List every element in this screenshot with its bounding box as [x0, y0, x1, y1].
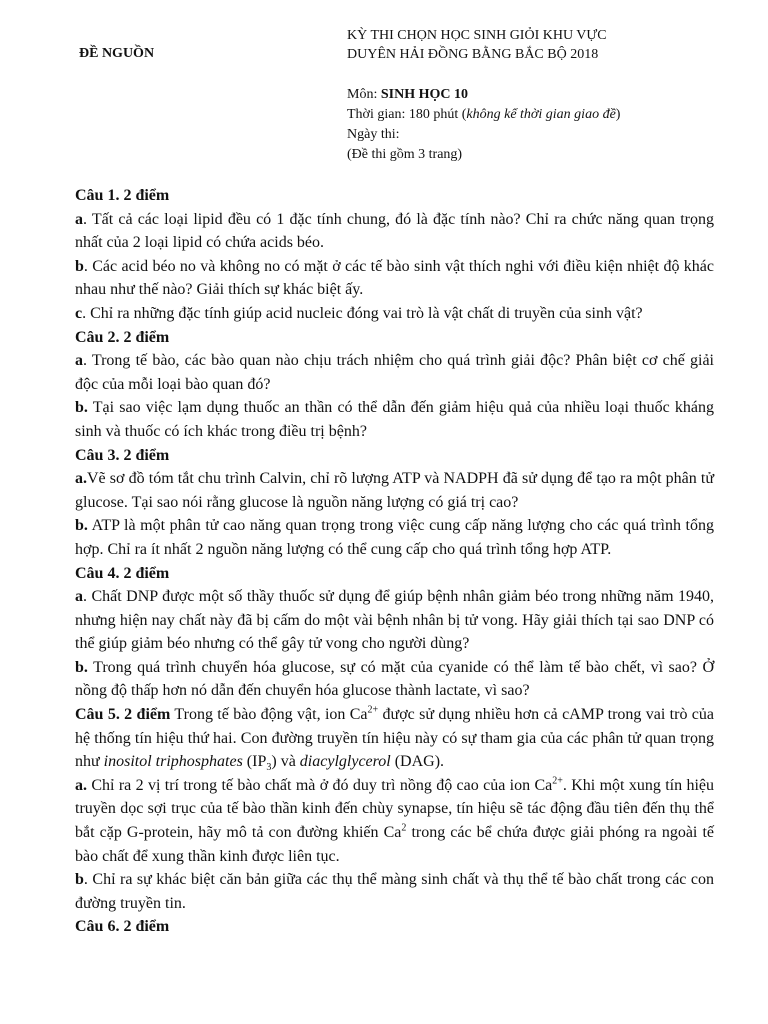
time-note: không kể thời gian giao đề [466, 107, 616, 122]
subscript: 3 [266, 762, 272, 774]
superscript: 2 [401, 822, 407, 834]
part-text: . Chất DNP được một số thầy thuốc sử dụng để giúp bệnh nhân giảm béo trong những năm 1940, nhưng hiện nay chất này đã bị cấm do một vài bệnh nhân bị tử vong. Hãy giải thích tại sao DNP có thể giúp giảm béo nhưng có thể gây tử vong cho người dùng? [75, 588, 714, 653]
part-label: a. [75, 776, 87, 794]
part-label: b. [75, 399, 88, 417]
term-italic: diacylglycerol [299, 753, 391, 771]
question-4-title: Câu 4. 2 điểm [75, 564, 170, 582]
part-label: b [75, 871, 84, 889]
date-line: Ngày thi: [347, 127, 400, 142]
time-label: Thời gian: 180 phút ( [347, 107, 467, 122]
subject-value: SINH HỌC 10 [380, 87, 468, 102]
subject-label: Môn: [347, 87, 381, 102]
question-3b [75, 514, 714, 561]
part-text: Chỉ ra 2 vị trí trong tế bào chất mà ở đó duy trì nồng độ cao của ion Ca [87, 776, 553, 794]
question-3a [75, 467, 714, 514]
subject-line [347, 85, 620, 105]
question-6-title: Câu 6. 2 điểm [75, 918, 170, 936]
question-3-title: Câu 3. 2 điểm [75, 446, 170, 464]
part-label: a [75, 352, 83, 370]
part-label: a [75, 588, 83, 606]
part-label: a [75, 210, 83, 228]
superscript: 2+ [367, 704, 379, 716]
question-2-title: Câu 2. 2 điểm [75, 328, 170, 346]
part-text: . Chỉ ra những đặc tính giúp acid nucleic đóng vai trò là vật chất di truyền của sinh vật? [82, 304, 643, 322]
part-text: . Trong tế bào, các bào quan nào chịu trách nhiệm cho quá trình giải độc? Phân biệt cơ chế giải độc của mỗi loại bào quan đó? [75, 352, 714, 393]
q5-intro-text: Trong tế bào động vật, ion Ca [170, 706, 368, 724]
question-5-title: Câu 5. 2 điểm [75, 706, 171, 724]
part-text: ATP là một phân tử cao năng quan trọng trong việc cung cấp năng lượng cho các quá trình tổng hợp. Chỉ ra ít nhất 2 nguồn năng lượng có thể cung cấp cho quá trình tổng hợp ATP. [75, 517, 714, 558]
question-1c [75, 302, 714, 326]
question-4b [75, 656, 714, 703]
question-2b [75, 396, 714, 443]
question-5b [75, 868, 714, 915]
part-label: b. [75, 658, 88, 676]
exam-meta [347, 85, 620, 165]
exam-content [75, 184, 714, 939]
part-label: b. [75, 517, 88, 535]
part-text: Vẽ sơ đồ tóm tắt chu trình Calvin, chỉ rõ lượng ATP và NADPH đã sử dụng để tạo ra một phân tử glucose. Tại sao nói rằng glucose là nguồn năng lượng có giá trị cao? [75, 470, 714, 511]
exam-title-line2: DUYÊN HẢI ĐỒNG BẰNG BẮC BỘ 2018 [347, 47, 599, 62]
source-tag: ĐỀ NGUỒN [79, 46, 155, 61]
question-5a [75, 774, 714, 868]
term-italic: inositol triphosphates [103, 753, 243, 771]
exam-header [347, 26, 607, 64]
time-line [347, 105, 620, 125]
pages-note: (Đề thi gồm 3 trang) [347, 147, 463, 162]
q5-intro-text: (IP [242, 753, 267, 771]
question-1a [75, 208, 714, 255]
q5-intro-text: (DAG). [390, 753, 445, 771]
exam-title-line1: KỲ THI CHỌN HỌC SINH GIỎI KHU VỰC [347, 28, 607, 43]
time-close: ) [615, 107, 621, 122]
q5-intro-text: ) và [271, 753, 300, 771]
question-5-intro [75, 703, 714, 774]
question-2a [75, 349, 714, 396]
part-label: c [75, 304, 83, 322]
part-text: Tại sao việc lạm dụng thuốc an thần có thể dẫn đến giảm hiệu quả của nhiều loại thuốc kháng sinh và thuốc có ích khác trong điều trị bệnh? [75, 399, 714, 440]
part-text: . Chỉ ra sự khác biệt căn bản giữa các thụ thể màng sinh chất và thụ thể tế bào chất trong các con đường truyền tin. [75, 871, 714, 912]
question-1b [75, 255, 714, 302]
part-label: b [75, 257, 84, 275]
part-text: . Các acid béo no và không no có mặt ở các tế bào sinh vật thích nghi với điều kiện nhiệt độ khác nhau như thế nào? Giải thích sự khác biệt ấy. [75, 257, 714, 299]
part-text: trong các bể chứa được giải phóng ra ngoài tế bào chất để xung thần kinh được liên tục. [75, 824, 714, 865]
part-text: Trong quá trình chuyển hóa glucose, sự có mặt của cyanide có thể làm tế bào chết, vì sao? Ở nồng độ thấp hơn nó dẫn đến chuyển hóa glucose thành lactate, vì sao? [75, 658, 714, 700]
question-1-title: Câu 1. 2 điểm [75, 187, 170, 204]
superscript: 2+ [552, 775, 563, 787]
part-text: . Tất cả các loại lipid đều có 1 đặc tính chung, đó là đặc tính nào? Chỉ ra chức năng quan trọng nhất của 2 loại lipid có chứa acids béo. [75, 210, 714, 252]
question-4a [75, 585, 714, 656]
part-label: a. [75, 470, 87, 488]
part-text: . Khi một xung tín hiệu truyền dọc sợi trục của tế bào thần kinh đến chùy synapse, tín hiệu sẽ tác động đầu tiên đến thụ thể bắt cặp G-protein, hãy mô tả con đường khiến Ca [75, 776, 714, 842]
q5-intro-text: được sử dụng nhiều hơn cả cAMP trong vai trò của hệ thống tín hiệu thứ hai. Con đường truyền tín hiệu này có sự tham gia của các phân tử quan trọng như [75, 706, 715, 771]
